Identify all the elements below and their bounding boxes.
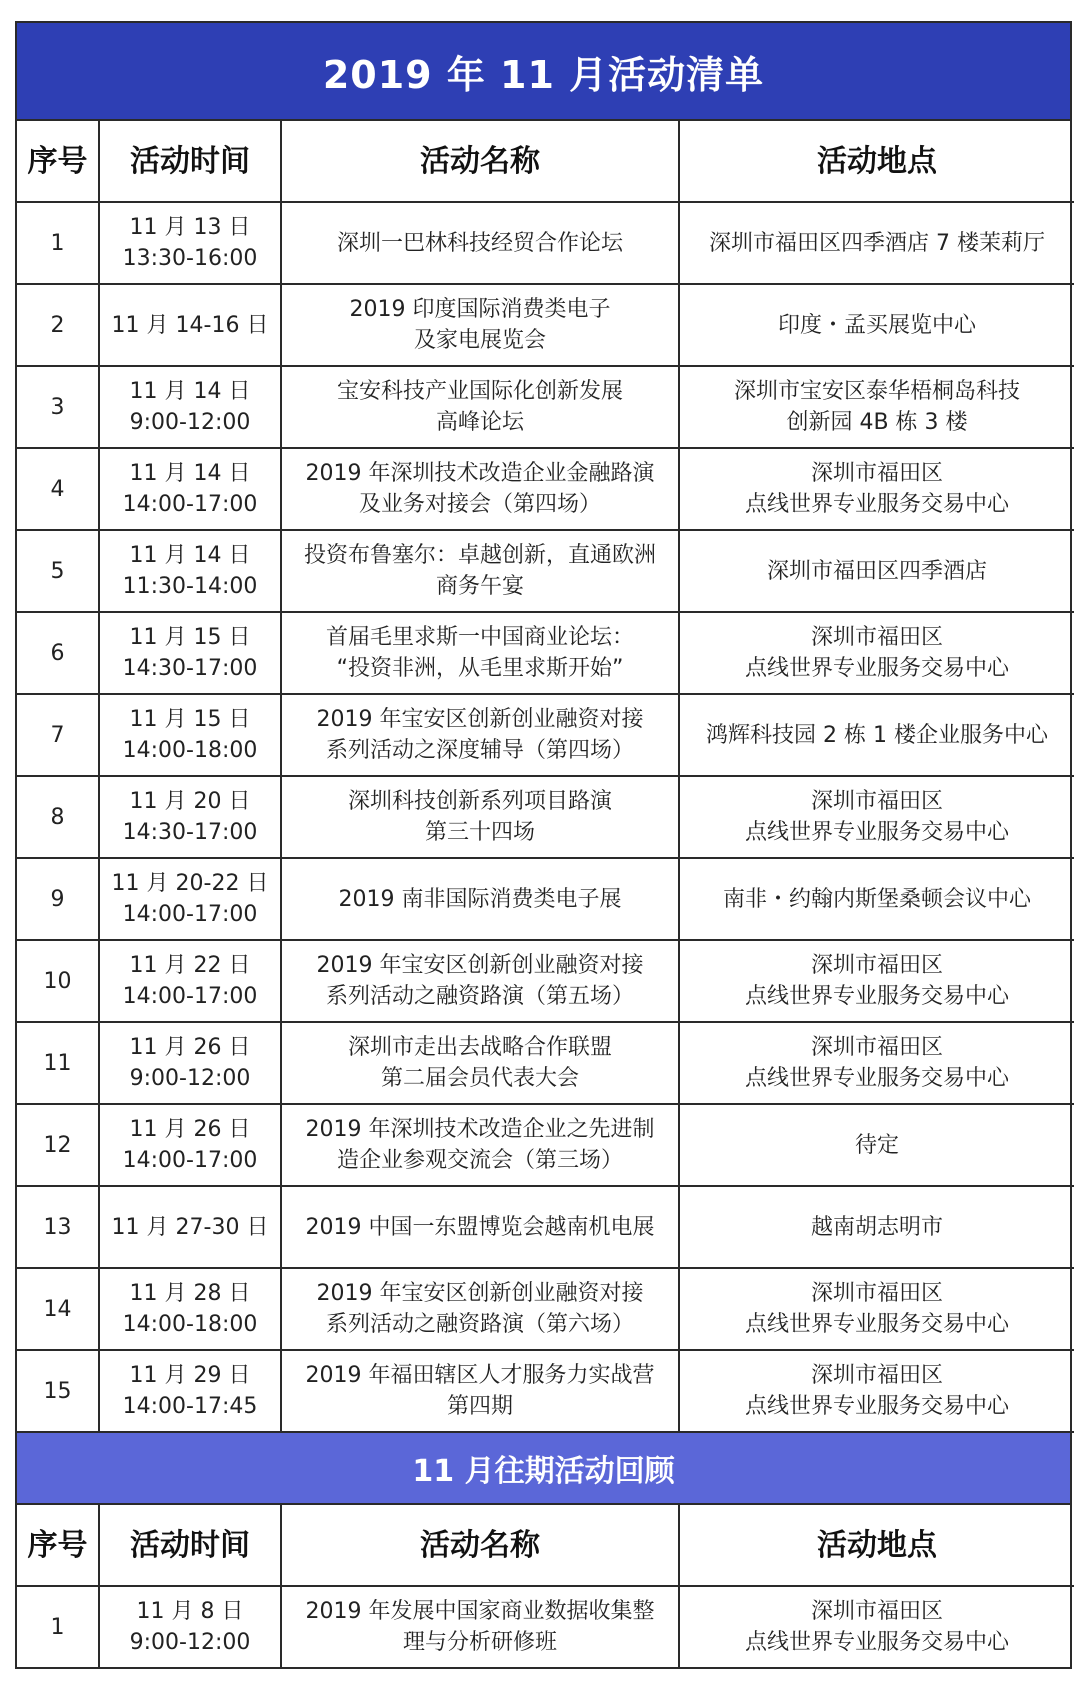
activity-time <box>99 1268 281 1350</box>
activity-place-line: 点线世界专业服务交易中心 <box>744 820 1009 845</box>
activity-time-line: 11 月 8 日 <box>136 1599 244 1624</box>
activity-time-line: 11 月 14 日 <box>129 543 251 568</box>
table-row <box>17 284 1074 366</box>
row-number: 6 <box>17 612 99 694</box>
activity-place-line: 深圳市福田区 <box>810 1281 943 1306</box>
row-number: 13 <box>17 1186 99 1268</box>
table-row <box>17 1022 1074 1104</box>
activity-name-line: 系列活动之深度辅导（第四场） <box>325 738 634 763</box>
activity-name-line: 深圳科技创新系列项目路演 <box>347 789 612 814</box>
activity-name <box>281 940 679 1022</box>
activity-time-line: 11 月 22 日 <box>129 953 251 978</box>
activity-place-line: 深圳市福田区 <box>810 789 943 814</box>
activity-name-line: 2019 年深圳技术改造企业金融路演 <box>305 461 655 486</box>
activity-name <box>281 284 679 366</box>
activity-name <box>281 1022 679 1104</box>
activity-time-line: 14:30-17:00 <box>122 656 258 681</box>
activity-time-line: 9:00-12:00 <box>129 1630 251 1655</box>
activity-time-line: 14:00-18:00 <box>122 738 258 763</box>
activity-place-line: 深圳市福田区 <box>810 953 943 978</box>
activity-place-line: 越南胡志明市 <box>810 1214 943 1240</box>
activity-place <box>679 1022 1074 1104</box>
activity-name <box>281 366 679 448</box>
activity-place-line: 点线世界专业服务交易中心 <box>744 1630 1009 1655</box>
activity-time-line: 11 月 15 日 <box>129 707 251 732</box>
activity-time-line: 11 月 14 日 <box>129 379 251 404</box>
activity-time <box>99 366 281 448</box>
activity-time <box>99 694 281 776</box>
activity-place-line: 深圳市福田区 <box>810 461 943 486</box>
activity-place-line: 点线世界专业服务交易中心 <box>744 656 1009 681</box>
activity-place <box>679 776 1074 858</box>
activity-place <box>679 1586 1074 1667</box>
table-row <box>17 694 1074 776</box>
table-row <box>17 612 1074 694</box>
activity-place-line: 点线世界专业服务交易中心 <box>744 1066 1009 1091</box>
activity-name-line: 深圳一巴林科技经贸合作论坛 <box>336 230 623 256</box>
activity-time-line: 14:00-17:00 <box>122 902 258 927</box>
activity-time-line: 14:00-17:00 <box>122 984 258 1009</box>
activity-time <box>99 1350 281 1432</box>
main-table-header-row <box>17 121 1074 202</box>
review-header-time: 活动时间 <box>99 1505 281 1586</box>
header-time: 活动时间 <box>99 121 281 202</box>
review-title: 11 月往期活动回顾 <box>412 1454 675 1489</box>
activity-place-line: 创新园 4B 栋 3 楼 <box>786 410 968 435</box>
activity-name-line: 2019 年宝安区创新创业融资对接 <box>316 707 644 732</box>
activity-sheet <box>15 21 1072 1669</box>
activity-time <box>99 530 281 612</box>
activity-place <box>679 1104 1074 1186</box>
activity-place <box>679 284 1074 366</box>
activity-time <box>99 448 281 530</box>
activity-name-line: 深圳市走出去战略合作联盟 <box>347 1035 612 1060</box>
activity-place-line: 南非・约翰内斯堡桑顿会议中心 <box>722 886 1031 912</box>
table-row <box>17 1586 1074 1667</box>
activity-name-line: 理与分析研修班 <box>402 1630 557 1655</box>
activity-place-line: 深圳市福田区 <box>810 625 943 650</box>
activity-time <box>99 1186 281 1268</box>
table-row <box>17 202 1074 284</box>
activity-time <box>99 1104 281 1186</box>
activity-place-line: 深圳市福田区 <box>810 1035 943 1060</box>
activity-name <box>281 448 679 530</box>
activity-time-line: 11 月 13 日 <box>129 215 251 240</box>
header-no: 序号 <box>17 121 99 202</box>
activity-place <box>679 448 1074 530</box>
activity-time <box>99 940 281 1022</box>
activity-time <box>99 1586 281 1667</box>
activity-name <box>281 776 679 858</box>
main-activity-table <box>17 121 1074 1433</box>
activity-place-line: 点线世界专业服务交易中心 <box>744 1312 1009 1337</box>
review-header-no: 序号 <box>17 1505 99 1586</box>
activity-time-line: 14:00-17:45 <box>122 1394 258 1419</box>
activity-place-line: 印度・孟买展览中心 <box>777 312 976 338</box>
header-name: 活动名称 <box>281 121 679 202</box>
activity-name <box>281 1186 679 1268</box>
activity-time-line: 11 月 27-30 日 <box>111 1214 269 1240</box>
activity-time-line: 11:30-14:00 <box>122 574 258 599</box>
row-number: 11 <box>17 1022 99 1104</box>
review-table-header-row <box>17 1505 1074 1586</box>
activity-name <box>281 1350 679 1432</box>
activity-place <box>679 612 1074 694</box>
activity-name <box>281 1104 679 1186</box>
activity-time-line: 14:30-17:00 <box>122 820 258 845</box>
header-place: 活动地点 <box>679 121 1074 202</box>
row-number: 1 <box>17 1586 99 1667</box>
activity-place <box>679 858 1074 940</box>
activity-time-line: 14:00-17:00 <box>122 1148 258 1173</box>
activity-place-line: 点线世界专业服务交易中心 <box>744 984 1009 1009</box>
activity-name-line: 2019 年深圳技术改造企业之先进制 <box>305 1117 655 1142</box>
activity-time-line: 11 月 14 日 <box>129 461 251 486</box>
row-number: 7 <box>17 694 99 776</box>
activity-place <box>679 1186 1074 1268</box>
activity-name-line: 第四期 <box>446 1394 513 1419</box>
activity-time <box>99 1022 281 1104</box>
activity-time-line: 11 月 20 日 <box>129 789 251 814</box>
activity-name-line: 及业务对接会（第四场） <box>358 492 601 517</box>
activity-place <box>679 366 1074 448</box>
table-row <box>17 776 1074 858</box>
activity-place-line: 深圳市福田区 <box>810 1599 943 1624</box>
activity-time-line: 11 月 28 日 <box>129 1281 251 1306</box>
activity-time-line: 9:00-12:00 <box>129 410 251 435</box>
row-number: 3 <box>17 366 99 448</box>
activity-place-line: 鸿辉科技园 2 栋 1 楼企业服务中心 <box>706 722 1048 748</box>
row-number: 1 <box>17 202 99 284</box>
activity-time-line: 11 月 15 日 <box>129 625 251 650</box>
main-title-banner <box>17 23 1070 121</box>
activity-place <box>679 202 1074 284</box>
row-number: 2 <box>17 284 99 366</box>
activity-name-line: 2019 印度国际消费类电子 <box>349 297 611 322</box>
review-activity-table <box>17 1505 1074 1667</box>
activity-time-line: 13:30-16:00 <box>122 246 258 271</box>
activity-time-line: 11 月 26 日 <box>129 1117 251 1142</box>
review-header-name: 活动名称 <box>281 1505 679 1586</box>
activity-name-line: 2019 年宝安区创新创业融资对接 <box>316 953 644 978</box>
activity-name-line: 2019 年宝安区创新创业融资对接 <box>316 1281 644 1306</box>
activity-name-line: 及家电展览会 <box>413 328 546 353</box>
row-number: 9 <box>17 858 99 940</box>
activity-time <box>99 202 281 284</box>
activity-time <box>99 284 281 366</box>
table-row <box>17 858 1074 940</box>
table-row <box>17 1350 1074 1432</box>
activity-name-line: 2019 年福田辖区人才服务力实战营 <box>305 1363 655 1388</box>
activity-name-line: 宝安科技产业国际化创新发展 <box>336 379 623 404</box>
activity-name <box>281 1268 679 1350</box>
activity-name-line: 高峰论坛 <box>435 410 524 435</box>
activity-place <box>679 1350 1074 1432</box>
activity-time <box>99 858 281 940</box>
row-number: 12 <box>17 1104 99 1186</box>
activity-name <box>281 202 679 284</box>
activity-place <box>679 1268 1074 1350</box>
table-row <box>17 366 1074 448</box>
table-row <box>17 1104 1074 1186</box>
activity-name-line: 第二届会员代表大会 <box>380 1066 579 1091</box>
row-number: 15 <box>17 1350 99 1432</box>
activity-place-line: 点线世界专业服务交易中心 <box>744 492 1009 517</box>
review-header-place: 活动地点 <box>679 1505 1074 1586</box>
activity-place-line: 深圳市福田区四季酒店 <box>766 558 987 584</box>
activity-time-line: 11 月 14-16 日 <box>111 312 269 338</box>
activity-time-line: 11 月 26 日 <box>129 1035 251 1060</box>
review-title-banner <box>17 1433 1070 1505</box>
activity-name <box>281 612 679 694</box>
activity-name <box>281 694 679 776</box>
table-row <box>17 1268 1074 1350</box>
main-table-body <box>17 202 1074 1432</box>
activity-name-line: “投资非洲，从毛里求斯开始” <box>336 656 624 681</box>
table-row <box>17 940 1074 1022</box>
activity-place-line: 点线世界专业服务交易中心 <box>744 1394 1009 1419</box>
activity-place-line: 待定 <box>854 1132 899 1158</box>
activity-time <box>99 776 281 858</box>
activity-name-line: 造企业参观交流会（第三场） <box>336 1148 623 1173</box>
table-row <box>17 1186 1074 1268</box>
activity-name-line: 商务午宴 <box>435 574 524 599</box>
row-number: 4 <box>17 448 99 530</box>
row-number: 5 <box>17 530 99 612</box>
activity-time-line: 14:00-17:00 <box>122 492 258 517</box>
activity-place <box>679 694 1074 776</box>
activity-time-line: 11 月 20-22 日 <box>111 871 269 896</box>
activity-name-line: 系列活动之融资路演（第五场） <box>325 984 634 1009</box>
activity-name-line: 第三十四场 <box>424 820 535 845</box>
table-row <box>17 530 1074 612</box>
review-table-body <box>17 1586 1074 1667</box>
row-number: 10 <box>17 940 99 1022</box>
activity-time-line: 9:00-12:00 <box>129 1066 251 1091</box>
activity-time <box>99 612 281 694</box>
activity-name-line: 投资布鲁塞尔：卓越创新，直通欧洲 <box>303 543 656 568</box>
activity-place-line: 深圳市福田区四季酒店 7 楼茉莉厅 <box>709 230 1045 256</box>
activity-place <box>679 530 1074 612</box>
activity-name <box>281 1586 679 1667</box>
activity-name-line: 2019 南非国际消费类电子展 <box>338 886 622 912</box>
row-number: 8 <box>17 776 99 858</box>
row-number: 14 <box>17 1268 99 1350</box>
activity-name-line: 系列活动之融资路演（第六场） <box>325 1312 634 1337</box>
activity-time-line: 14:00-18:00 <box>122 1312 258 1337</box>
activity-place-line: 深圳市宝安区泰华梧桐岛科技 <box>733 379 1020 404</box>
activity-name-line: 2019 中国一东盟博览会越南机电展 <box>305 1214 655 1240</box>
activity-name <box>281 530 679 612</box>
activity-name-line: 2019 年发展中国家商业数据收集整 <box>305 1599 655 1624</box>
table-row <box>17 448 1074 530</box>
activity-place <box>679 940 1074 1022</box>
activity-name-line: 首届毛里求斯一中国商业论坛： <box>325 625 634 650</box>
main-title: 2019 年 11 月活动清单 <box>322 52 765 97</box>
activity-time-line: 11 月 29 日 <box>129 1363 251 1388</box>
activity-place-line: 深圳市福田区 <box>810 1363 943 1388</box>
activity-name <box>281 858 679 940</box>
